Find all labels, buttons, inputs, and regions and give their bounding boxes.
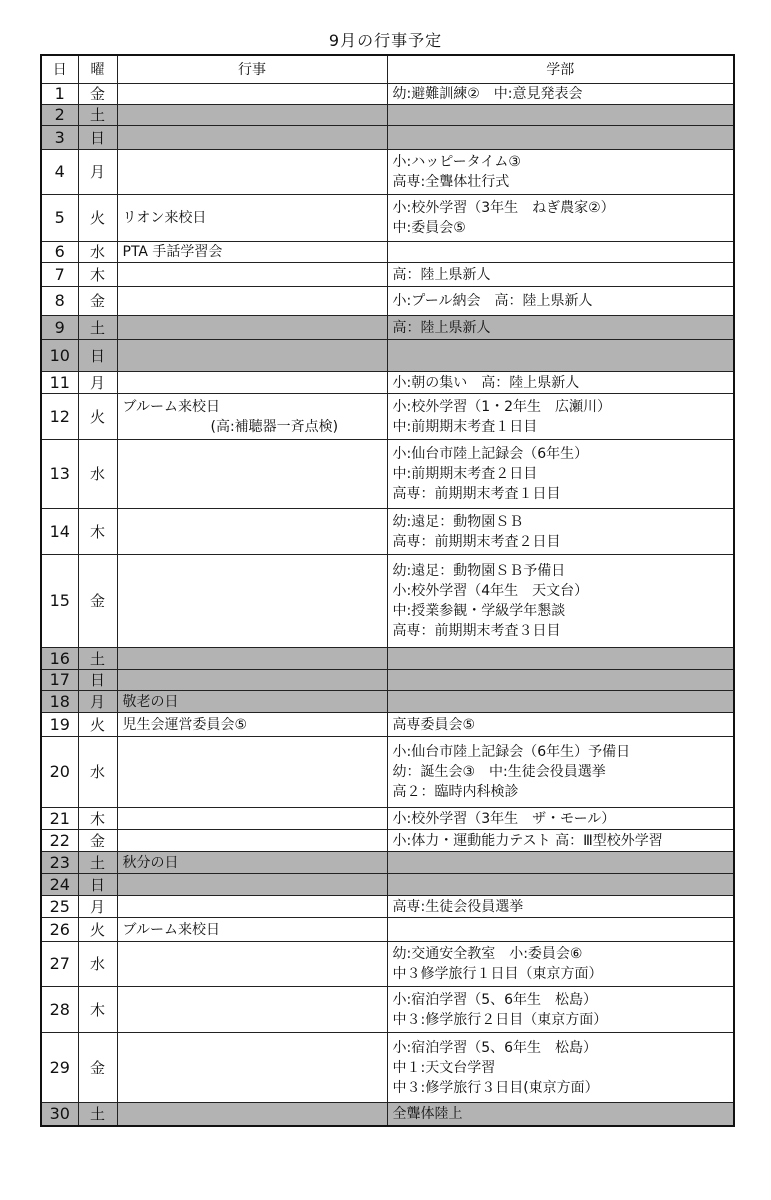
day-cell: 13 [41, 440, 78, 509]
table-row [41, 263, 734, 287]
school-cell [387, 942, 734, 987]
day-cell: 27 [41, 942, 78, 987]
school-line: 中:授業参観・学級学年懇談 [392, 603, 566, 619]
school-line: 幼:遠足：動物園ＳＢ予備日 [392, 563, 566, 579]
school-cell [387, 896, 734, 918]
weekday-cell: 土 [78, 316, 117, 340]
event-cell [117, 830, 387, 852]
event-cell [117, 84, 387, 105]
weekday-cell: 土 [78, 648, 117, 670]
weekday-cell: 月 [78, 372, 117, 394]
school-cell [387, 84, 734, 105]
header-dow: 曜 [78, 55, 117, 84]
school-line: 小:校外学習（3年生 ねぎ農家②） [392, 200, 615, 216]
day-cell: 8 [41, 287, 78, 316]
weekday-cell: 火 [78, 394, 117, 440]
table-row [41, 372, 734, 394]
table-row [41, 648, 734, 670]
weekday-cell: 月 [78, 691, 117, 713]
day-cell: 30 [41, 1103, 78, 1126]
event-cell [117, 737, 387, 808]
school-line: 小:朝の集い 高：陸上県新人 [392, 374, 580, 391]
day-cell: 25 [41, 896, 78, 918]
event-cell [117, 555, 387, 648]
day-cell: 9 [41, 316, 78, 340]
school-line: 高専:全聾体壮行式 [392, 174, 510, 190]
school-line: 中３:修学旅行３日目(東京方面） [392, 1079, 599, 1096]
school-line: 小:ハッピータイム③ [392, 154, 521, 170]
school-line: 幼:交通安全教室 小:委員会⑥ [392, 946, 583, 962]
table-row [41, 84, 734, 105]
school-line: 小:宿泊学習（5、6年生 松島） [392, 1039, 598, 1056]
school-cell [387, 394, 734, 440]
day-cell: 1 [41, 84, 78, 105]
school-cell [387, 737, 734, 808]
weekday-cell: 金 [78, 84, 117, 105]
event-line: PTA 手話学習会 [122, 244, 223, 260]
event-line: 秋分の日 [122, 854, 179, 871]
school-cell [387, 372, 734, 394]
day-cell: 12 [41, 394, 78, 440]
event-cell [117, 691, 387, 713]
school-line: 中:前期期末考査２日目 [392, 466, 538, 482]
table-row [41, 670, 734, 691]
event-line: ブルーム来校日 [122, 921, 220, 938]
table-row [41, 555, 734, 648]
weekday-cell: 水 [78, 242, 117, 263]
day-cell: 19 [41, 713, 78, 737]
weekday-cell: 水 [78, 440, 117, 509]
school-line: 小:体力・運動能力テスト 高：Ⅲ型校外学習 [392, 832, 663, 849]
school-line: 高２：臨時内科検診 [392, 784, 519, 800]
weekday-cell: 火 [78, 713, 117, 737]
school-line: 小:宿泊学習（5、6年生 松島） [392, 991, 598, 1008]
weekday-cell: 木 [78, 509, 117, 555]
day-cell: 28 [41, 987, 78, 1033]
school-cell [387, 918, 734, 942]
event-line: (高:補聴器一斉点検) [210, 418, 339, 435]
event-cell [117, 340, 387, 372]
school-line: 高専委員会⑤ [392, 716, 476, 733]
school-line: 小:校外学習（1・2年生 広瀬川） [392, 398, 612, 415]
table-row [41, 896, 734, 918]
event-cell [117, 808, 387, 830]
weekday-cell: 水 [78, 942, 117, 987]
day-cell: 20 [41, 737, 78, 808]
day-cell: 6 [41, 242, 78, 263]
table-row [41, 852, 734, 874]
weekday-cell: 火 [78, 195, 117, 242]
school-line: 中３修学旅行１日目（東京方面） [392, 966, 603, 982]
day-cell: 10 [41, 340, 78, 372]
event-cell [117, 287, 387, 316]
event-cell [117, 648, 387, 670]
event-cell [117, 1033, 387, 1103]
weekday-cell: 水 [78, 737, 117, 808]
header-school: 学部 [387, 55, 734, 84]
table-row [41, 942, 734, 987]
event-cell [117, 852, 387, 874]
event-cell [117, 242, 387, 263]
day-cell: 26 [41, 918, 78, 942]
table-row [41, 316, 734, 340]
day-cell: 17 [41, 670, 78, 691]
day-cell: 15 [41, 555, 78, 648]
table-row [41, 1103, 734, 1126]
table-row [41, 808, 734, 830]
school-cell [387, 509, 734, 555]
table-row [41, 1033, 734, 1103]
event-cell [117, 1103, 387, 1126]
school-line: 小:校外学習（3年生 ザ・モール） [392, 810, 616, 827]
header-day: 日 [41, 55, 78, 84]
table-row [41, 150, 734, 195]
school-cell [387, 874, 734, 896]
school-line: 幼:避難訓練② 中:意見発表会 [392, 86, 583, 102]
school-cell [387, 987, 734, 1033]
weekday-cell: 木 [78, 987, 117, 1033]
weekday-cell: 金 [78, 830, 117, 852]
school-cell [387, 105, 734, 126]
school-cell [387, 195, 734, 242]
event-cell [117, 126, 387, 150]
page-title: 9月の行事予定 [328, 31, 443, 50]
weekday-cell: 月 [78, 150, 117, 195]
table-row [41, 440, 734, 509]
table-row [41, 394, 734, 440]
table-row [41, 105, 734, 126]
day-cell: 21 [41, 808, 78, 830]
event-cell [117, 874, 387, 896]
table-row [41, 830, 734, 852]
school-cell [387, 316, 734, 340]
school-line: 全聾体陸上 [392, 1105, 463, 1122]
school-cell [387, 287, 734, 316]
schedule-table [40, 54, 735, 1127]
day-cell: 16 [41, 648, 78, 670]
school-line: 小:仙台市陸上記録会（6年生）予備日 [392, 744, 631, 760]
event-line: 児生会運営委員会⑤ [122, 716, 248, 733]
weekday-cell: 土 [78, 852, 117, 874]
table-row [41, 918, 734, 942]
school-cell [387, 1103, 734, 1126]
event-cell [117, 440, 387, 509]
day-cell: 18 [41, 691, 78, 713]
weekday-cell: 日 [78, 340, 117, 372]
event-cell [117, 987, 387, 1033]
day-cell: 3 [41, 126, 78, 150]
event-cell [117, 316, 387, 340]
weekday-cell: 金 [78, 1033, 117, 1103]
school-cell [387, 648, 734, 670]
school-cell [387, 1033, 734, 1103]
weekday-cell: 日 [78, 874, 117, 896]
table-row [41, 713, 734, 737]
school-cell [387, 713, 734, 737]
school-line: 高：陸上県新人 [392, 266, 491, 283]
weekday-cell: 月 [78, 896, 117, 918]
event-cell [117, 942, 387, 987]
day-cell: 7 [41, 263, 78, 287]
school-cell [387, 830, 734, 852]
school-cell [387, 691, 734, 713]
weekday-cell: 土 [78, 1103, 117, 1126]
school-line: 高専：前期期末考査３日目 [392, 623, 561, 639]
header-row [41, 55, 734, 84]
school-line: 中:前期期末考査１日目 [392, 418, 538, 435]
event-cell [117, 670, 387, 691]
event-cell [117, 263, 387, 287]
event-line: ブルーム来校日 [122, 398, 220, 415]
table-row [41, 195, 734, 242]
weekday-cell: 木 [78, 808, 117, 830]
weekday-cell: 土 [78, 105, 117, 126]
event-cell [117, 394, 387, 440]
school-line: 高：陸上県新人 [392, 319, 491, 336]
weekday-cell: 火 [78, 918, 117, 942]
school-line: 小:プール納会 高：陸上県新人 [392, 293, 593, 309]
school-cell [387, 670, 734, 691]
day-cell: 5 [41, 195, 78, 242]
school-line: 幼：誕生会③ 中:生徒会役員選挙 [392, 764, 606, 780]
school-line: 幼:遠足：動物園ＳＢ [392, 513, 524, 530]
school-cell [387, 150, 734, 195]
table-row [41, 987, 734, 1033]
school-line: 小:校外学習（4年生 天文台） [392, 583, 589, 599]
school-cell [387, 808, 734, 830]
event-line: 敬老の日 [122, 693, 179, 710]
school-line: 高専：前期期末考査２日目 [392, 533, 561, 550]
event-cell [117, 509, 387, 555]
event-cell [117, 105, 387, 126]
school-cell [387, 242, 734, 263]
event-cell [117, 150, 387, 195]
school-line: 中:委員会⑤ [392, 220, 466, 236]
header-event: 行事 [117, 55, 387, 84]
school-cell [387, 852, 734, 874]
school-cell [387, 263, 734, 287]
event-cell [117, 896, 387, 918]
schedule-body [41, 84, 734, 1126]
event-cell [117, 195, 387, 242]
event-line: リオン来校日 [122, 210, 207, 226]
table-row [41, 691, 734, 713]
table-row [41, 126, 734, 150]
event-cell [117, 372, 387, 394]
weekday-cell: 木 [78, 263, 117, 287]
weekday-cell: 金 [78, 555, 117, 648]
day-cell: 4 [41, 150, 78, 195]
day-cell: 23 [41, 852, 78, 874]
school-line: 中３:修学旅行２日目（東京方面） [392, 1011, 608, 1028]
event-cell [117, 713, 387, 737]
day-cell: 24 [41, 874, 78, 896]
school-cell [387, 555, 734, 648]
day-cell: 29 [41, 1033, 78, 1103]
school-line: 高専:生徒会役員選挙 [392, 898, 524, 915]
table-row [41, 340, 734, 372]
table-row [41, 242, 734, 263]
weekday-cell: 日 [78, 126, 117, 150]
school-cell [387, 126, 734, 150]
table-row [41, 737, 734, 808]
school-cell [387, 440, 734, 509]
day-cell: 2 [41, 105, 78, 126]
school-cell [387, 340, 734, 372]
day-cell: 11 [41, 372, 78, 394]
weekday-cell: 金 [78, 287, 117, 316]
school-line: 中１:天文台学習 [392, 1059, 496, 1076]
table-row [41, 287, 734, 316]
weekday-cell: 日 [78, 670, 117, 691]
table-row [41, 874, 734, 896]
school-line: 高専：前期期末考査１日目 [392, 486, 561, 502]
table-row [41, 509, 734, 555]
school-line: 小:仙台市陸上記録会（6年生） [392, 446, 589, 462]
event-cell [117, 918, 387, 942]
day-cell: 14 [41, 509, 78, 555]
day-cell: 22 [41, 830, 78, 852]
